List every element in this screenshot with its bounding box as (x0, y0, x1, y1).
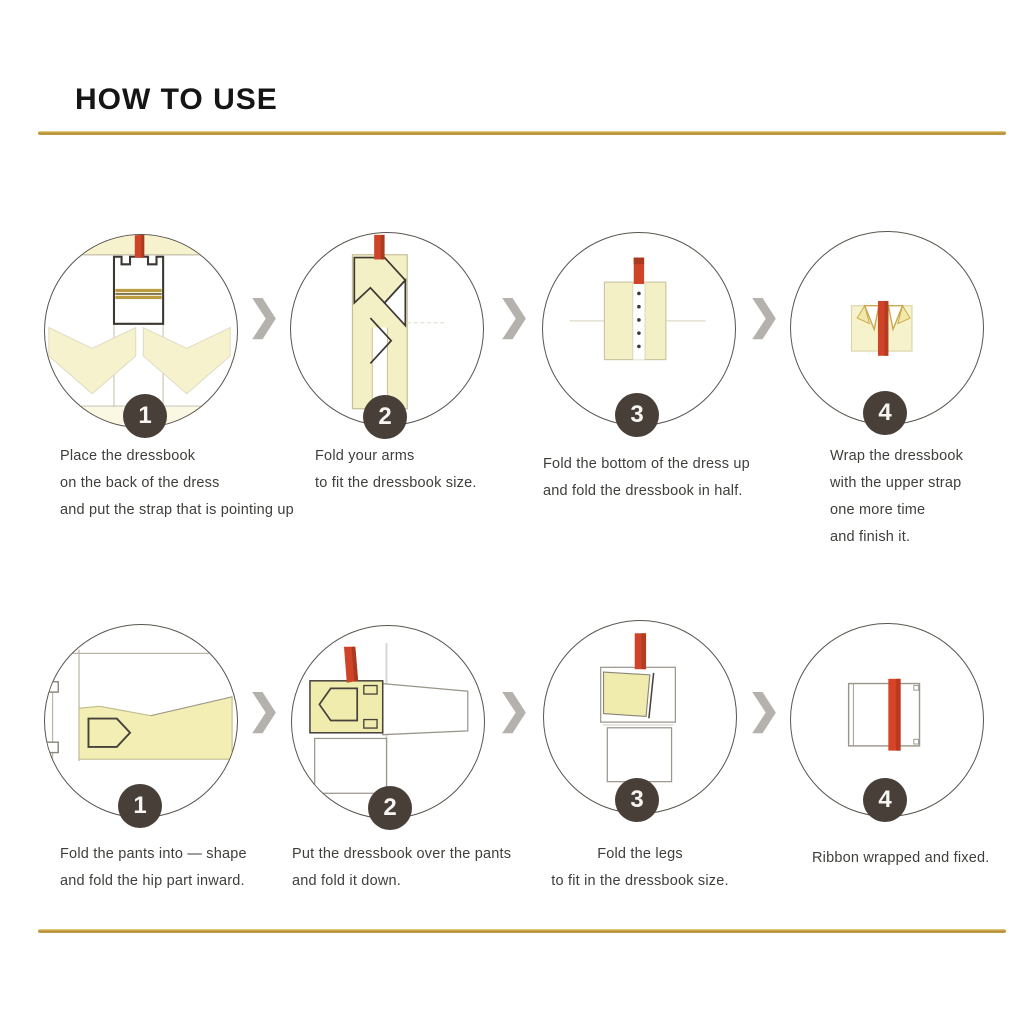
caption-line: and put the strap that is pointing up (60, 502, 294, 518)
caption-line: to fit the dressbook size. (315, 475, 477, 491)
step-caption (292, 841, 511, 895)
step-caption (60, 841, 247, 895)
step-number: 4 (878, 786, 892, 813)
step-number-badge (863, 778, 907, 822)
pants-legs (607, 728, 671, 782)
step-number-badge (123, 394, 167, 438)
caption-line: Wrap the dressbook (830, 448, 964, 464)
step-number-badge (368, 786, 412, 830)
step-number-badge (615, 393, 659, 437)
caption-line: Fold the pants into — shape (60, 846, 247, 862)
caption-line: and fold it down. (292, 873, 401, 889)
page-title: HOW TO USE (75, 83, 278, 116)
next-arrow-icon: ❯ (747, 294, 781, 338)
caption-line: on the back of the dress (60, 475, 220, 491)
next-arrow-icon: ❯ (247, 294, 281, 338)
caption-line: with the upper strap (830, 475, 962, 491)
caption-line: to fit in the dressbook size. (551, 873, 729, 889)
step-caption (812, 845, 990, 872)
top-divider-rule (38, 131, 1006, 135)
next-arrow-icon: ❯ (247, 688, 281, 732)
step-number-badge (863, 391, 907, 435)
caption-line: and fold the hip part inward. (60, 873, 245, 889)
caption-line: one more time (830, 502, 926, 518)
step-number: 4 (878, 399, 892, 426)
step-number: 1 (138, 402, 152, 429)
step-caption (60, 443, 294, 524)
step-number: 3 (630, 786, 644, 813)
step-number: 3 (630, 401, 644, 428)
step-number-badge (615, 778, 659, 822)
step-caption (315, 443, 477, 497)
step-number: 2 (378, 403, 392, 430)
caption-line: Ribbon wrapped and fixed. (812, 850, 990, 866)
pants-legs (383, 684, 468, 735)
step-number: 1 (133, 792, 147, 819)
step-caption (528, 841, 752, 895)
fold-arms-illustration (291, 233, 480, 422)
caption-line: Place the dressbook (60, 448, 196, 464)
step-number: 2 (383, 794, 397, 821)
step-caption (830, 443, 963, 551)
caption-line: and fold the dressbook in half. (543, 483, 743, 499)
step-caption (543, 451, 750, 505)
caption-line: Put the dressbook over the pants (292, 846, 512, 862)
caption-line: Fold your arms (315, 448, 415, 464)
caption-line: and finish it. (830, 529, 911, 545)
next-arrow-icon: ❯ (497, 688, 531, 732)
next-arrow-icon: ❯ (747, 688, 781, 732)
dressbook (604, 672, 650, 716)
next-arrow-icon: ❯ (497, 294, 531, 338)
step-number-badge (118, 784, 162, 828)
caption-line: Fold the bottom of the dress up (543, 456, 750, 472)
caption-line: Fold the legs (597, 846, 683, 862)
step-number-badge (363, 395, 407, 439)
folded-pack (849, 684, 920, 746)
bottom-divider-rule (38, 929, 1006, 933)
